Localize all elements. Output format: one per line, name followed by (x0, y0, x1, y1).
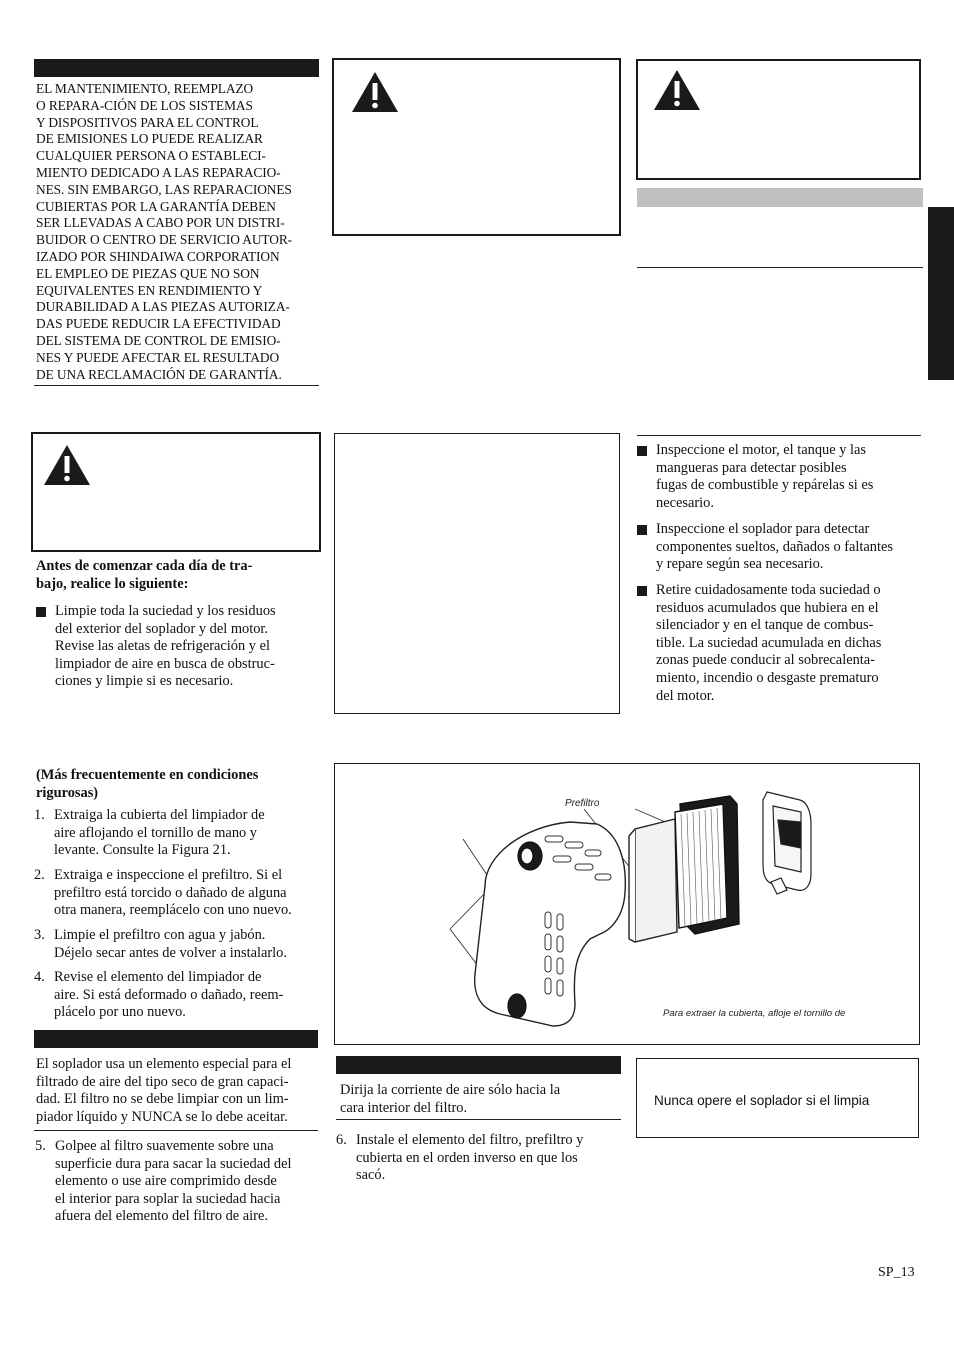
step-line: plácelo por uno nuevo. (54, 1004, 186, 1021)
airflow-note-line: Dirija la corriente de aire sólo hacia la (340, 1082, 561, 1098)
step-item (34, 969, 321, 1022)
side-tab (928, 207, 954, 380)
step-line: el interior para soplar la suciedad hacia (55, 1190, 281, 1207)
step-line: Golpee al filtro suavemente sobre una (55, 1138, 274, 1154)
step-line: afuera del elemento del filtro de aire. (55, 1208, 268, 1225)
air-cleaner-illustration (335, 764, 919, 1044)
list-item-line: necesario. (656, 494, 714, 511)
caution-box (636, 1058, 919, 1138)
section-header-bar (34, 1030, 318, 1048)
section-header-bar (336, 1056, 621, 1074)
warning-triangle-icon (350, 70, 400, 114)
step-number: 5. (35, 1138, 46, 1154)
emissions-line: CUALQUIER PERSONA O ESTABLECI- (36, 148, 266, 164)
daily-intro-line: bajo, realice lo siguiente: (36, 575, 189, 592)
step-line: sacó. (356, 1167, 386, 1184)
step-number: 6. (336, 1132, 347, 1148)
list-item-line: del motor. (656, 687, 715, 704)
list-item-line: Retire cuidadosamente toda suciedad o (656, 582, 881, 598)
step-item (336, 1132, 623, 1185)
daily-intro-line: Antes de comenzar cada día de tra- (36, 558, 253, 574)
list-item-line: zonas puede conducir al sobrecalenta- (656, 652, 875, 669)
emissions-line: SER LLEVADAS A CABO POR UN DISTRI- (36, 215, 285, 231)
step-item (34, 807, 321, 860)
step-line: aire aflojando el tornillo de mano y (54, 824, 258, 841)
bullet-square-icon (637, 586, 647, 596)
list-item-line: miento, incendio o desgaste prematuro (656, 669, 879, 686)
figure-caption: Para extraer la cubierta, afloje el tornillo de (663, 1008, 846, 1019)
housing-icon (763, 792, 811, 894)
emissions-line: CUBIERTAS POR LA GARANTÍA DEBEN (36, 198, 276, 214)
step-item (35, 1138, 322, 1226)
emissions-line: EL EMPLEO DE PIEZAS QUE NO SON (36, 265, 260, 281)
section-header-bar (34, 59, 319, 77)
bullet-square-icon (637, 525, 647, 535)
emissions-line: IZADO POR SHINDAIWA CORPORATION (36, 248, 280, 264)
emissions-line: DAS PUEDE REDUCIR LA EFECTIVIDAD (36, 316, 281, 332)
emissions-line: DURABILIDAD A LAS PIEZAS AUTORIZA- (36, 299, 290, 315)
emissions-line: EL MANTENIMIENTO, REEMPLAZO (36, 81, 254, 96)
list-item-line: Inspeccione el soplador para detectar (656, 521, 870, 537)
page-number: SP_13 (878, 1265, 915, 1280)
divider (34, 1130, 318, 1131)
divider (637, 435, 921, 436)
step-number: 3. (34, 927, 45, 943)
gray-section-bar (637, 188, 923, 207)
step-line: Revise el elemento del limpiador de (54, 969, 262, 985)
filter-note-line: El soplador usa un elemento especial para el (36, 1056, 292, 1072)
warning-box (31, 432, 321, 552)
step-line: prefiltro está torcido o dañado de alguna (54, 884, 287, 901)
step-line: Limpie el prefiltro con agua y jabón. (54, 927, 266, 943)
emissions-line: MIENTO DEDICADO A LAS REPARACIO- (36, 164, 281, 180)
list-item-line: limpiador de aire en busca de obstruc- (55, 655, 275, 672)
emissions-line: BUIDOR O CENTRO DE SERVICIO AUTOR- (36, 232, 293, 248)
warning-triangle-icon (652, 68, 702, 112)
list-item-line: Revise las aletas de refrigeración y el (55, 638, 270, 655)
step-line: otra manera, reemplácelo con uno nuevo. (54, 902, 292, 919)
filter-note-line: piador líquido y NUNCA se lo debe aceitar. (36, 1108, 288, 1125)
airflow-note-line: cara interior del filtro. (340, 1099, 468, 1116)
emissions-notice (36, 81, 321, 383)
step-line: Déjelo secar antes de volver a instalarlo. (54, 944, 287, 961)
filter-note (36, 1056, 321, 1126)
daily-intro (36, 558, 321, 593)
step-number: 2. (34, 867, 45, 883)
step-line: Instale el elemento del filtro, prefiltro y (356, 1132, 584, 1148)
list-item-line: silenciador y en el tanque de combus- (656, 617, 874, 634)
bullet-square-icon (637, 446, 647, 456)
step-line: Extraiga e inspeccione el prefiltro. Si el (54, 867, 283, 883)
filter-note-line: filtrado de aire del tipo seco de gran capaci- (36, 1073, 289, 1090)
list-item-line: del exterior del soplador y del motor. (55, 620, 269, 637)
emissions-line: O REPARA-CIÓN DE LOS SISTEMAS (36, 97, 253, 113)
list-item-line: y repare según sea necesario. (656, 556, 824, 573)
list-item (637, 521, 921, 574)
list-item-line: tible. La suciedad acumulada en dichas (656, 634, 882, 651)
step-line: Extraiga la cubierta del limpiador de (54, 807, 265, 823)
bullet-square-icon (36, 607, 46, 617)
list-item-line: residuos acumulados que hubiera en el (656, 599, 879, 616)
list-item-line: mangueras para detectar posibles (656, 459, 847, 476)
step-line: elemento o use aire comprimido desde (55, 1173, 277, 1190)
step-item (34, 927, 321, 962)
emissions-line: NES. SIN EMBARGO, LAS REPARACIONES (36, 181, 292, 197)
list-item (637, 582, 921, 705)
prefilter-icon (629, 819, 677, 942)
figure-frame (334, 763, 920, 1045)
air-filter-subheading (36, 767, 321, 802)
list-item-line: fugas de combustible y repárelas si es (656, 477, 874, 494)
emissions-line: Y DISPOSITIVOS PARA EL CONTROL (36, 114, 259, 130)
figure-label-prefiltro: Prefiltro (565, 798, 600, 809)
subheading-line: rigurosas) (36, 784, 99, 801)
warning-box (636, 59, 921, 180)
list-item-line: Limpie toda la suciedad y los residuos (55, 603, 276, 619)
notice-box (334, 433, 620, 714)
subheading-line: (Más frecuentemente en condiciones (36, 767, 259, 783)
step-line: levante. Consulte la Figura 21. (54, 842, 231, 859)
list-item (36, 603, 321, 691)
warning-box (332, 58, 621, 236)
list-item (637, 442, 921, 512)
airflow-note (340, 1082, 622, 1117)
emissions-line: DE UNA RECLAMACIÓN DE GARANTÍA. (36, 366, 282, 382)
step-line: cubierta en el orden inverso en que los (356, 1149, 578, 1166)
emissions-line: DE EMISIONES LO PUEDE REALIZAR (36, 131, 263, 147)
caution-text: Nunca opere el soplador si el limpia (654, 1093, 870, 1108)
divider (34, 385, 319, 386)
emissions-line: DEL SISTEMA DE CONTROL DE EMISIO- (36, 332, 281, 348)
divider (637, 267, 923, 268)
cover-icon (475, 822, 626, 1026)
emissions-line: NES Y PUEDE AFECTAR EL RESULTADO (36, 349, 280, 365)
divider (336, 1119, 621, 1120)
step-line: aire. Si está deformado o dañado, reem- (54, 986, 284, 1003)
warning-triangle-icon (42, 443, 92, 487)
filter-note-line: dad. El filtro no se debe limpiar con un lim- (36, 1091, 289, 1108)
step-item (34, 867, 321, 920)
list-item-line: Inspeccione el motor, el tanque y las (656, 442, 867, 458)
list-item-line: componentes sueltos, dañados o faltantes (656, 538, 893, 555)
step-line: superficie dura para sacar la suciedad del (55, 1155, 292, 1172)
filter-element-icon (675, 796, 739, 934)
list-item-line: ciones y limpie si es necesario. (55, 673, 234, 690)
step-number: 1. (34, 807, 45, 823)
emissions-line: EQUIVALENTES EN RENDIMIENTO Y (36, 282, 263, 298)
step-number: 4. (34, 969, 45, 985)
